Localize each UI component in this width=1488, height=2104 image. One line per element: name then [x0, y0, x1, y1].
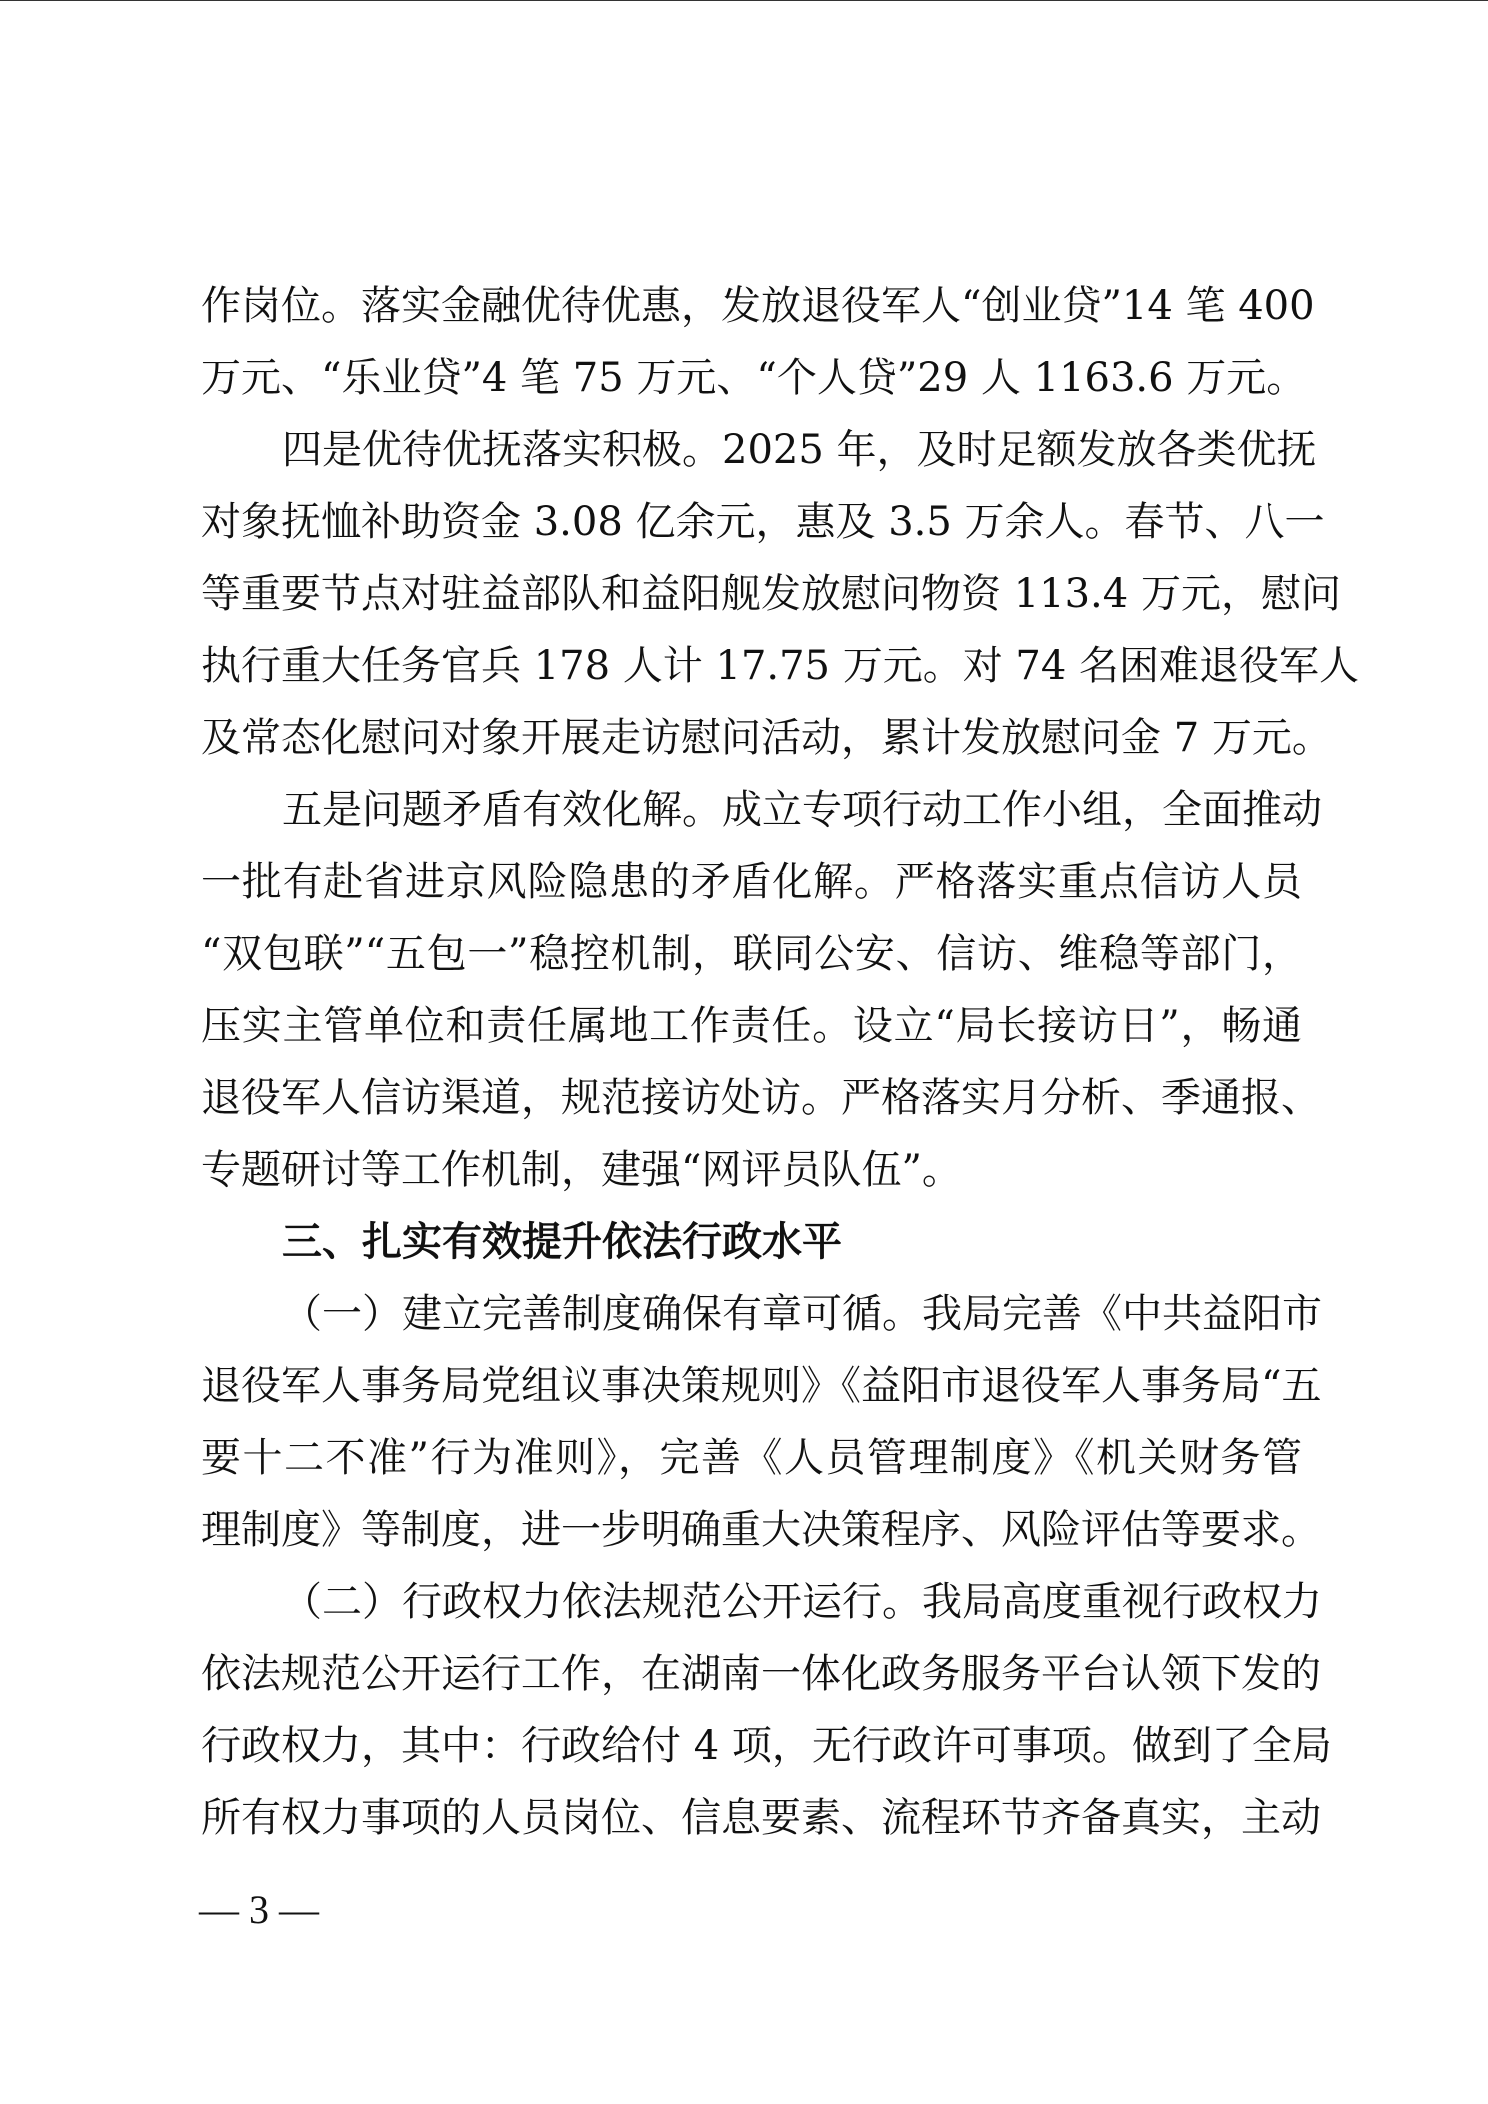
text-line: 退役军人事务局党组议事决策规则》《益阳市退役军人事务局“五: [201, 1363, 1322, 1409]
page-number: — 3 —: [199, 1887, 319, 1932]
text-line: 执行重大任务官兵 178 人计 17.75 万元。对 74 名困难退役军人: [201, 643, 1360, 689]
text-line: 退役军人信访渠道，规范接访处访。严格落实月分析、季通报、: [201, 1075, 1321, 1121]
paragraph-first-line: （二）行政权力依法规范公开运行。我局高度重视行政权力: [282, 1579, 1322, 1625]
text-line: 万元、“乐业贷”4 笔 75 万元、“个人贷”29 人 1163.6 万元。: [201, 355, 1307, 401]
text-line: 专题研讨等工作机制，建强“网评员队伍”。: [201, 1147, 962, 1193]
text-line: 压实主管单位和责任属地工作责任。设立“局长接访日”，畅通: [201, 1003, 1302, 1049]
text-line: 行政权力，其中：行政给付 4 项，无行政许可事项。做到了全局: [201, 1723, 1332, 1769]
text-line: 依法规范公开运行工作，在湖南一体化政务服务平台认领下发的: [201, 1651, 1321, 1697]
document-body: [201, 270, 1360, 1854]
text-line: “双包联”“五包一”稳控机制，联同公安、信访、维稳等部门，: [201, 931, 1302, 977]
section-heading: 三、扎实有效提升依法行政水平: [282, 1219, 842, 1265]
paragraph-first-line: 五是问题矛盾有效化解。成立专项行动工作小组，全面推动: [282, 787, 1322, 833]
text-line: 一批有赴省进京风险隐患的矛盾化解。严格落实重点信访人员: [201, 859, 1302, 905]
text-line: 及常态化慰问对象开展走访慰问活动，累计发放慰问金 7 万元。: [201, 715, 1332, 761]
paragraph-first-line: （一）建立完善制度确保有章可循。我局完善《中共益阳市: [282, 1291, 1322, 1337]
text-line: 理制度》等制度，进一步明确重大决策程序、风险评估等要求。: [201, 1507, 1321, 1553]
text-line: 所有权力事项的人员岗位、信息要素、流程环节齐备真实，主动: [201, 1795, 1321, 1841]
text-line: 等重要节点对驻益部队和益阳舰发放慰问物资 113.4 万元，慰问: [201, 571, 1341, 617]
text-line: 作岗位。落实金融优待优惠，发放退役军人“创业贷”14 笔 400: [201, 283, 1315, 329]
text-line: 对象抚恤补助资金 3.08 亿余元，惠及 3.5 万余人。春节、八一: [201, 499, 1325, 545]
text-line: 要十二不准”行为准则》，完善《人员管理制度》《机关财务管: [201, 1435, 1302, 1481]
top-border-line: [0, 0, 1488, 1]
paragraph-first-line: 四是优待优抚落实积极。2025 年，及时足额发放各类优抚: [282, 427, 1317, 473]
